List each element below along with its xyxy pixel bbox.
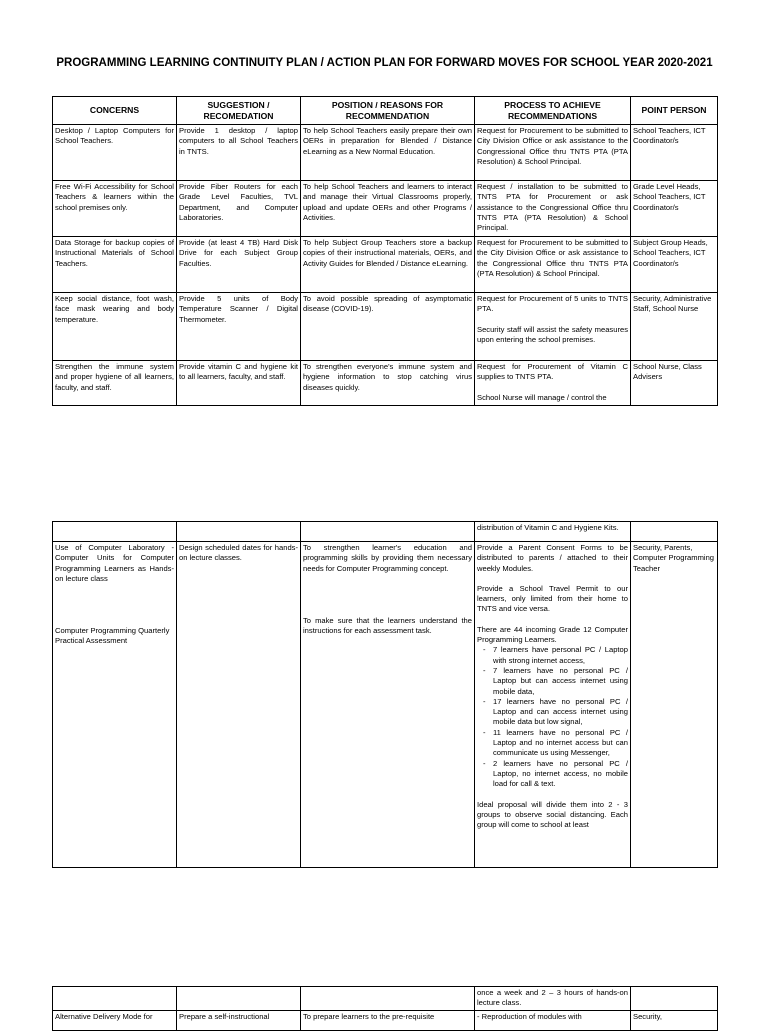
document-title: PROGRAMMING LEARNING CONTINUITY PLAN / ACTION PLAN FOR FORWARD MOVES FOR SCHOOL YEAR 2020-2021 bbox=[56, 57, 713, 69]
concern-cell: Desktop / Laptop Computers for School Teachers. bbox=[53, 125, 177, 181]
person-cell bbox=[631, 987, 718, 1011]
reason-text: To make sure that the learners understand the instructions for each assessment task. bbox=[303, 615, 472, 636]
reason-cell bbox=[301, 987, 475, 1011]
process-cell: Request for Procurement to be submitted to the City Division Office or ask assistance to the Congressional Office thru TNTS PTA (PTA Resolution) & School Principal. bbox=[475, 237, 631, 293]
reason-text: To strengthen learner's education and programming skills by providing them necessary needs for Computer Programming concept. bbox=[303, 543, 472, 573]
reason-cell: To strengthen everyone's immune system and hygiene information to stop catching virus diseases quickly. bbox=[301, 361, 475, 406]
table-row bbox=[53, 237, 718, 293]
process-text: Ideal proposal will divide them into 2 - 3 groups to observe social distancing. Each group will come to school at least bbox=[477, 799, 628, 830]
person-cell: School Nurse, Class Advisers bbox=[631, 361, 718, 406]
process-text: Request for Procurement of Vitamin C supplies to TNTS PTA. bbox=[477, 362, 628, 382]
header-point-person: POINT PERSON bbox=[631, 97, 718, 125]
header-process: PROCESS TO ACHIEVE RECOMMENDATIONS bbox=[475, 97, 631, 125]
list-item: - 2 learners have no personal PC / Laptop, no internet access, no mobile load for call & text. bbox=[493, 759, 628, 790]
table-row bbox=[53, 293, 718, 361]
reason-cell: To prepare learners to the pre-requisite bbox=[301, 1010, 475, 1030]
suggestion-cell: Provide (at least 4 TB) Hard Disk Drive for each Subject Group Faculties. bbox=[177, 237, 301, 293]
process-cell bbox=[475, 542, 631, 868]
process-text: Request for Procurement of 5 units to TNTS PTA. bbox=[477, 294, 628, 314]
suggestion-cell bbox=[177, 522, 301, 542]
person-cell bbox=[631, 522, 718, 542]
reason-cell: To help School Teachers easily prepare their own OERs in preparation for Blended / Distance eLearning as a New Normal Education. bbox=[301, 125, 475, 181]
suggestion-cell: Design scheduled dates for hands-on lecture classes. bbox=[177, 542, 301, 868]
action-plan-table-continued bbox=[52, 521, 718, 868]
concern-text: Computer Programming Quarterly Practical Assessment bbox=[55, 626, 170, 646]
process-cell: distribution of Vitamin C and Hygiene Kits. bbox=[475, 522, 631, 542]
concern-cell bbox=[53, 522, 177, 542]
process-cell: once a week and 2 – 3 hours of hands-on lecture class. bbox=[475, 987, 631, 1011]
concern-cell: Alternative Delivery Mode for bbox=[53, 1010, 177, 1030]
suggestion-cell bbox=[177, 987, 301, 1011]
list-item: - 17 learners have no personal PC / Laptop and can access internet using mobile data but low signal, bbox=[493, 697, 628, 728]
process-cell bbox=[475, 293, 631, 361]
table-row bbox=[53, 181, 718, 237]
person-cell: Subject Group Heads, School Teachers, ICT Coordinator/s bbox=[631, 237, 718, 293]
suggestion-cell: Prepare a self-instructional bbox=[177, 1010, 301, 1030]
reason-cell bbox=[301, 542, 475, 868]
process-cell: Request / installation to be submitted to TNTS PTA for Procurement or ask assistance to the Congressional Office thru TNTS PTA (PTA Resolution) & School Principal. bbox=[475, 181, 631, 237]
list-item: - 7 learners have personal PC / Laptop with strong internet access, bbox=[493, 645, 628, 666]
person-cell: Security, Parents, Computer Programming Teacher bbox=[631, 542, 718, 868]
action-plan-table bbox=[52, 96, 718, 406]
header-concerns: CONCERNS bbox=[53, 97, 177, 125]
concern-cell bbox=[53, 987, 177, 1011]
reason-cell: To help School Teachers and learners to interact and manage their Virtual Classrooms properly, upload and update OERs and other Programs / Activities. bbox=[301, 181, 475, 237]
table-header-row bbox=[53, 97, 718, 125]
reason-cell: To avoid possible spreading of asymptomatic disease (COVID-19). bbox=[301, 293, 475, 361]
concern-cell: Free Wi-Fi Accessibility for School Teachers & learners within the school premises only. bbox=[53, 181, 177, 237]
process-cell: Request for Procurement to be submitted to City Division Office or ask assistance to the Congressional Office thru TNTS PTA (PTA Resolution) & School Principal. bbox=[475, 125, 631, 181]
person-cell: School Teachers, ICT Coordinator/s bbox=[631, 125, 718, 181]
concern-cell bbox=[53, 542, 177, 868]
process-text: There are 44 incoming Grade 12 Computer Programming Learners. bbox=[477, 624, 628, 645]
suggestion-cell: Provide 1 desktop / laptop computers to all School Teachers in TNTS. bbox=[177, 125, 301, 181]
process-cell bbox=[475, 361, 631, 406]
reason-cell: To help Subject Group Teachers store a backup copies of their instructional materials, OERs, and Activity Guides for Blended / Distance eLearning. bbox=[301, 237, 475, 293]
table-row bbox=[53, 522, 718, 542]
reason-cell bbox=[301, 522, 475, 542]
table-row bbox=[53, 125, 718, 181]
concern-cell: Strengthen the immune system and proper hygiene of all learners, faculty, and staff. bbox=[53, 361, 177, 406]
process-text: Provide a School Travel Permit to our learners, only limited from their home to TNTS and vice versa. bbox=[477, 583, 628, 614]
table-row bbox=[53, 987, 718, 1011]
person-cell: Security, Administrative Staff, School Nurse bbox=[631, 293, 718, 361]
header-reason: POSITION / REASONS FOR RECOMMENDATION bbox=[301, 97, 475, 125]
process-cell: - Reproduction of modules with bbox=[475, 1010, 631, 1030]
list-item: - 11 learners have no personal PC / Laptop and no internet access but can communicate us using Messenger, bbox=[493, 728, 628, 759]
header-suggestion: SUGGESTION / RECOMEDATION bbox=[177, 97, 301, 125]
table-row bbox=[53, 361, 718, 406]
process-text: Security staff will assist the safety measures upon entering the school premises. bbox=[477, 324, 628, 344]
list-item: - 7 learners have no personal PC / Laptop but can access internet using mobile data, bbox=[493, 666, 628, 697]
person-cell: Grade Level Heads, School Teachers, ICT Coordinator/s bbox=[631, 181, 718, 237]
process-text: School Nurse will manage / control the bbox=[477, 392, 607, 402]
learner-list bbox=[477, 645, 628, 789]
suggestion-cell: Provide vitamin C and hygiene kit to all learners, faculty, and staff. bbox=[177, 361, 301, 406]
table-row bbox=[53, 542, 718, 868]
process-text: Provide a Parent Consent Forms to be distributed to parents / attached to their weekly Modules. bbox=[477, 543, 628, 573]
concern-cell: Keep social distance, foot wash, face mask wearing and body temperature. bbox=[53, 293, 177, 361]
concern-text: Use of Computer Laboratory - Computer Units for Computer Programming Learners as Hands-on lecture class bbox=[55, 543, 174, 583]
suggestion-cell: Provide 5 units of Body Temperature Scanner / Digital Thermometer. bbox=[177, 293, 301, 361]
person-cell: Security, bbox=[631, 1010, 718, 1030]
table-row bbox=[53, 1010, 718, 1030]
suggestion-cell: Provide Fiber Routers for each Grade Level Faculties, TVL Department, and Computer Laboratories. bbox=[177, 181, 301, 237]
concern-cell: Data Storage for backup copies of Instructional Materials of School Teachers. bbox=[53, 237, 177, 293]
